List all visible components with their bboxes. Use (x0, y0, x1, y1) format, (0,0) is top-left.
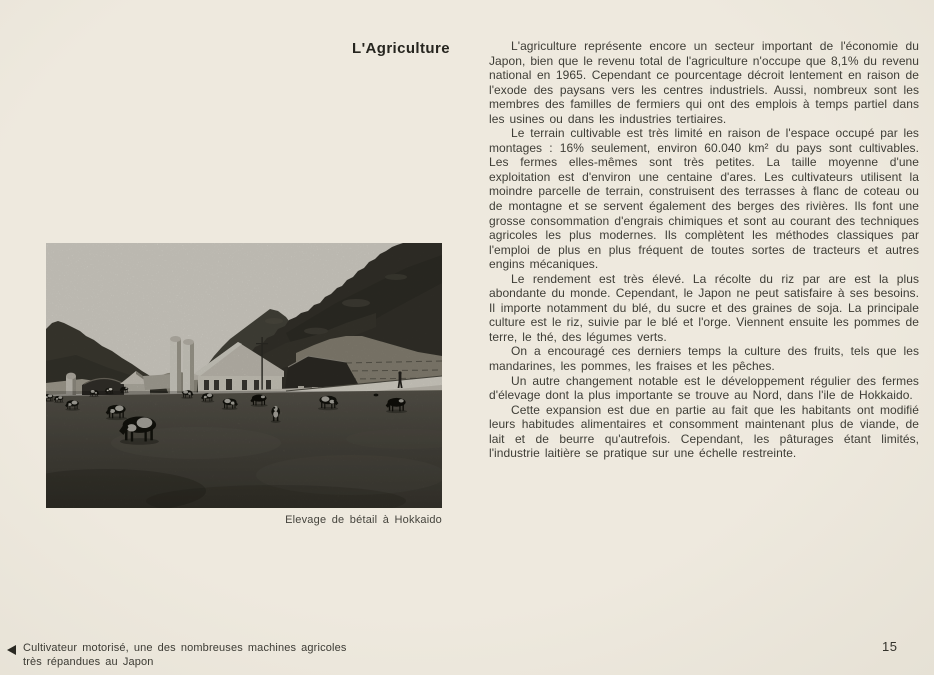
bottom-caption (7, 642, 377, 669)
photo-illustration (46, 243, 442, 508)
bottom-caption-line2: très répandues au Japon (23, 655, 154, 668)
page-title: L'Agriculture (352, 40, 450, 57)
photo-grain-pasture (46, 391, 442, 508)
paragraph: On a encouragé ces derniers temps la culture des fruits, tels que les mandarines, les pommes, les fraises et les pêches. (489, 344, 919, 374)
photo-cattle-hokkaido (46, 243, 442, 508)
bottom-caption-line1: Cultivateur motorisé, une des nombreuses machines agricoles (23, 642, 347, 654)
page-number: 15 (882, 639, 898, 654)
article-text (489, 39, 919, 461)
paragraph: Le terrain cultivable est très limité en raison de l'espace occupé par les montages : 16% seulement, environ 60.040 km² du pays sont cultivables. Les fermes elles-mêmes sont très petites. La taille moyenne d'une exploitation est d'environ une centaine d'ares. Les cultivateurs utilisent la moindre parcelle de terrain, construisent des terrasses à flanc de coteau ou de montagne et se servent également des berges des rivières. Ils font une grosse consommation d'engrais chimiques et sont au courant des techniques agricoles les plus modernes. Ils complètent les méthodes classiques par l'emploi de plus en plus fréquent de toutes sortes de tracteurs et autres engins mécaniques. (489, 126, 919, 272)
paragraph: Cette expansion est due en partie au fait que les habitants ont modifié leurs habitudes alimentaires et consomment maintenant plus de viande, de lait et de beurre qu'autrefois. Cependant, les pâturages étant limités, l'industrie laitière se pratique sur une échelle restreinte. (489, 402, 919, 461)
photo-caption: Elevage de bétail à Hokkaido (285, 514, 442, 526)
left-triangle-marker (7, 645, 16, 655)
paragraph: L'agriculture représente encore un secteur important de l'économie du Japon, bien que le revenu total de l'agriculture n'occupe que 8,1% du revenu national en 1965. Cependant ce pourcentage décroit lentement en raison de l'exode des paysans vers les centres industriels. Aussi, nombreux sont les membres des familles de fermiers qui ont des emplois à temps partiel dans les usines ou dans les industries tertiaires. (489, 39, 919, 126)
paragraph: Le rendement est très élevé. La récolte du riz par are est la plus abondante du monde. Cependant, le Japon ne peut satisfaire à ses besoins. Il importe notamment du blé, du sucre et des graines de soja. La principale culture est le riz, suivie par le blé et l'orge. Viennent ensuite les pommes de terre, le thé, des légumes verts. (489, 271, 919, 344)
paragraph: Un autre changement notable est le développement régulier des fermes d'élevage dont la plus importante se trouve au Nord, dans l'ile de Hokkaido. (489, 373, 919, 403)
